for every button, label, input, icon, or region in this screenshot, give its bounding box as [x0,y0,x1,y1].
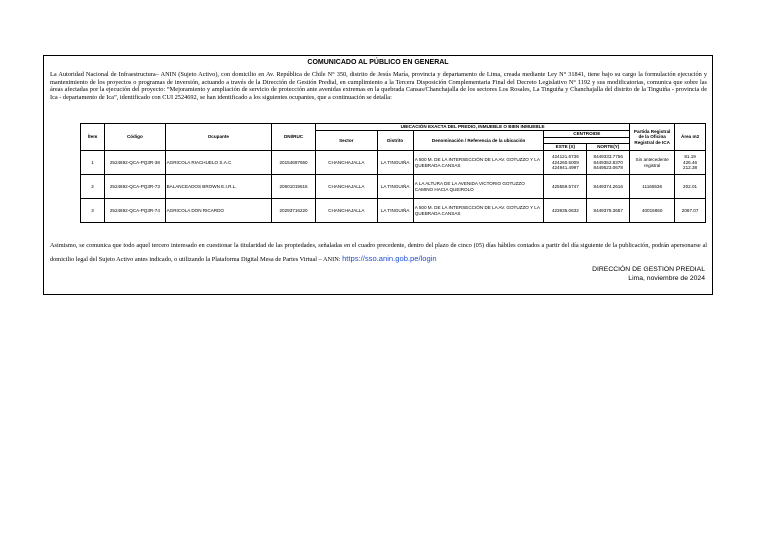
table-body [81,151,706,223]
cell-codigo: 2524692-QCA-PQ3R-74 [105,199,165,223]
cell-distrito: LA TINGUIÑA [377,199,413,223]
header-codigo: Código [105,124,165,151]
cell-partida: 11165536 [630,175,675,199]
cell-ocupante: BALANCEADOS BROWN E.I.R.L. [165,175,272,199]
cell-dni: 20154697650 [272,151,316,175]
cell-area: 81.19 426.46 212.38 [675,151,706,175]
header-area: Área m2 [675,124,706,151]
cell-area: 2087.07 [675,199,706,223]
cell-item: 3 [81,199,105,223]
header-ubicacion: UBICACIÓN EXACTA DEL PREDIO, INMUEBLE O BIEN INMUEBLE [316,124,630,131]
header-partida: Partida Registral de la Oficina Registral de ICA [630,124,675,151]
closing-text: Asimismo, se comunica que todo aquel tercero interesado en cuestionar la titularidad de las propiedades, señaladas en el cuadro precedente, dentro del plazo de cinco (05) días hábiles contados a partir del día siguiente de la publicación, podrán apersonarse al domicilio legal del Sujeto Activo antes indicado, o utilizando la Plataforma Digital Mesa de Partes Virtual – ANIN: [50,242,707,263]
cell-sector: CHANCHAJALLA [316,151,378,175]
cell-este: 423935.0632 [544,199,587,223]
header-dni: DNI/RUC [272,124,316,151]
cell-denominacion: A 500 M. DE LA INTERSECCIÓN DE LA AV. GOTUZZO Y LA QUEBRADA CANSAS [413,199,544,223]
cell-distrito: LA TINGUIÑA [377,151,413,175]
header-item: Ítem [81,124,105,151]
signature-office: DIRECCIÓN DE GESTION PREDIAL [592,266,705,273]
cell-dni: 20293716220 [272,199,316,223]
header-denominacion: Denominación / Referencia de la ubicación [413,131,544,151]
cell-dni: 20601019516 [272,175,316,199]
cell-partida: Sin antecedente registral [630,151,675,175]
cell-denominacion: A 500 M. DE LA INTERSECCIÓN DE LA AV. GOTUZZO Y LA QUEBRADA CANSAS [413,151,544,175]
occupants-table [80,123,706,223]
cell-norte: 8449374.2616 [587,175,630,199]
header-ocupante: Ocupante [165,124,272,151]
cell-codigo: 2524692-QCA-PQ3R-38 [105,151,165,175]
cell-norte: 8449378.3657 [587,199,630,223]
cell-ocupante: AGRICOLA RIACHUELO S.A.C [165,151,272,175]
cell-distrito: LA TINGUIÑA [377,175,413,199]
closing-paragraph [50,240,707,266]
notice-frame [43,55,713,295]
table-row [81,199,706,223]
intro-paragraph: La Autoridad Nacional de Infraestructura– ANIN (Sujeto Activo), con domicilio en Av. República de Chile N° 350, distrito de Jesús María, provincia y departamento de Lima, creada mediante Ley N° 31841, tiene bajo su cargo la formulación ejecución y mantenimiento de los proyectos o programas de inversión, actuando a través de la Dirección de Gestión Predial, en cumplimiento a la Tercera Disposición Complementaria Final del Decreto Legislativo N° 1192 y sus modificatorias, comunica que sobre las áreas afectadas por la ejecución del proyecto: “Mejoramiento y ampliación de servicio de protección ante avenidas extremas en la quebrada Cansas/Chanchajalla de los sectores Los Rosales, La Tinguiña y Chanchajalla del distrito de la Tinguiña - provincia de Ica - departamento de Ica”, identificado con CUI 2524692, se han identificado a los siguientes ocupantes, que a continuación se detalla: [50,71,707,101]
cell-sector: CHANCHAJALLA [316,199,378,223]
cell-norte: 8449333.7756 8449352.8370 8449523.0678 [587,151,630,175]
header-este: ESTE (X) [544,144,587,151]
header-sector: Sector [316,131,378,151]
cell-ocupante: AGRICOLA DON RICARDO [165,199,272,223]
header-centroide: CENTROIDE [544,131,630,138]
cell-partida: 40015650 [630,199,675,223]
mesa-de-partes-link[interactable]: https://sso.anin.gob.pe/login [342,253,437,263]
notice-title: COMUNICADO AL PÚBLICO EN GENERAL [307,59,449,66]
cell-sector: CHANCHAJALLA [316,175,378,199]
cell-codigo: 2524692-QCA-PQ3R-73 [105,175,165,199]
cell-este: 425559.5747 [544,175,587,199]
cell-este: 424121.6736 424260.5009 424941.4997 [544,151,587,175]
header-norte: NORTE(Y) [587,144,630,151]
signature-date: Lima, noviembre de 2024 [628,274,705,282]
cell-area: 202.01 [675,175,706,199]
signature-block [592,266,705,283]
cell-item: 1 [81,151,105,175]
table-row [81,151,706,175]
cell-denominacion: A LA ALTURA DE LA AVENIDA VICTORIO GOTUZZO CAMINO HACIA QUEIROLO [413,175,544,199]
header-distrito: Distrito [377,131,413,151]
table-row [81,175,706,199]
cell-item: 2 [81,175,105,199]
